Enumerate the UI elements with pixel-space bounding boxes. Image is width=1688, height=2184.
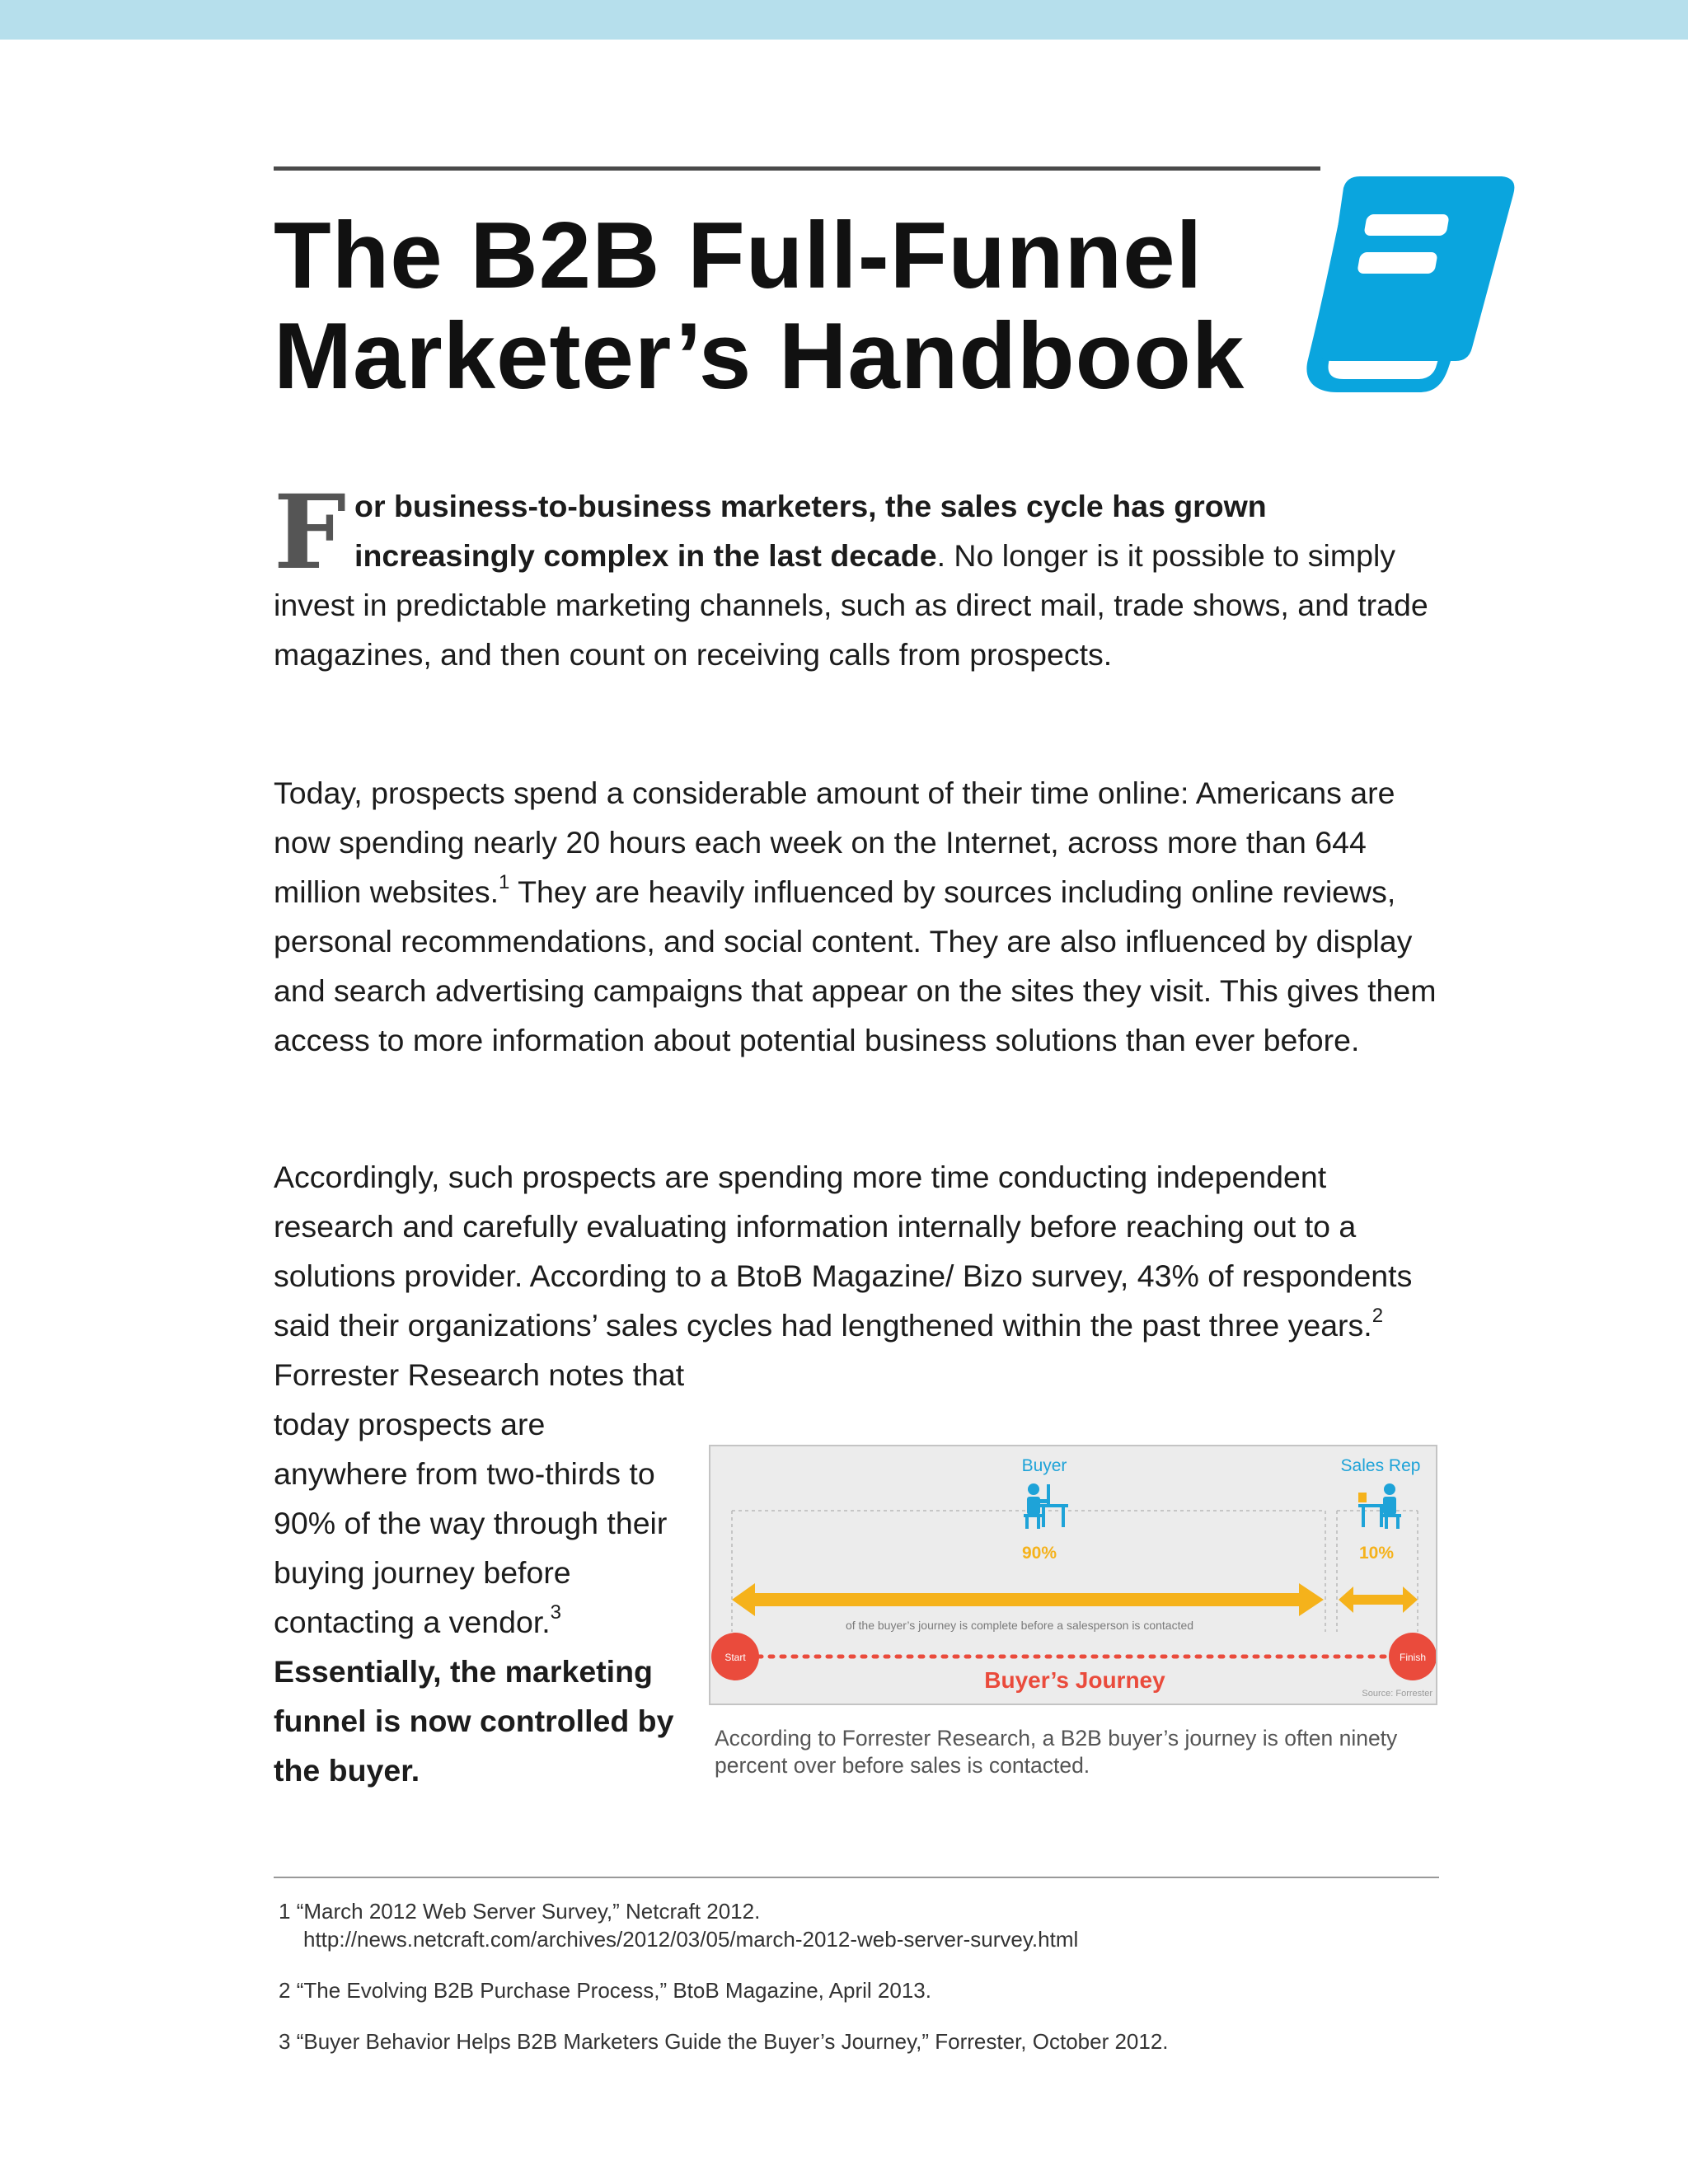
start-label: Start <box>724 1652 746 1663</box>
paragraph-2-text-b: They are heavily influenced by sources including online reviews, personal recommendations, and social content. They are also influenced by display and search advertising campaigns that appear on the sites they visit. This gives them access to more information about potential business solutions than ever before. <box>274 874 1437 1057</box>
journey-title: Buyer’s Journey <box>984 1667 1165 1693</box>
footnote-ref-2[interactable]: 2 <box>1372 1304 1384 1327</box>
paragraph-3-column <box>274 1399 686 1795</box>
figure-caption: According to Forrester Research, a B2B buyer’s journey is often ninety percent over before sales is contacted. <box>715 1726 1398 1778</box>
intro-rest: . No longer is it possible to simply invest in predictable marketing channels, such as direct mail, trade shows, and trade magazines, and then count on receiving calls from prospects. <box>274 538 1428 672</box>
title-rule <box>274 166 1320 171</box>
footnote-ref-3[interactable]: 3 <box>550 1601 562 1624</box>
footnote-3 <box>279 2027 1432 2055</box>
buyer-journey-figure <box>709 1445 1437 1705</box>
paragraph-3-bold-conclusion: Essentially, the marketing funnel is now controlled by the buyer. <box>274 1654 674 1788</box>
title-line-1: The B2B Full-Funnel <box>274 204 1203 308</box>
paragraph-2 <box>274 768 1444 1065</box>
footnote-text: “Buyer Behavior Helps B2B Marketers Guide the Buyer’s Journey,” Forrester, October 2012. <box>296 2029 1169 2054</box>
sales-rep-desk-icon <box>1358 1483 1401 1529</box>
footnote-2 <box>279 1976 1432 2004</box>
book-icon <box>1296 171 1535 394</box>
paragraph-3-column-text: today prospects are anywhere from two-thirds to 90% of the way through their buying journey before contacting a vendor. <box>274 1407 668 1639</box>
figure-source: Source: Forrester <box>1362 1689 1432 1699</box>
buyer-percent: 90% <box>1021 1544 1057 1563</box>
drop-cap: F <box>274 473 347 593</box>
title-line-2: Marketer’s Handbook <box>274 304 1245 409</box>
page-title <box>274 206 1320 407</box>
paragraph-3 <box>274 1152 1444 1399</box>
paragraph-3-text-b: Forrester Research notes that <box>274 1357 685 1392</box>
intro-lead-bold: or business-to-business marketers, the sales cycle has grown increasingly complex in the last decade <box>354 489 1267 573</box>
footnote-text: “March 2012 Web Server Survey,” Netcraft 2012. <box>296 1899 761 1924</box>
intro-paragraph <box>274 473 1444 679</box>
footnote-url-link[interactable]: http://news.netcraft.com/archives/2012/03/05/march-2012-web-server-survey.html <box>303 1927 1079 1952</box>
buyer-span-arrow <box>732 1583 1324 1616</box>
footnotes-list <box>279 1897 1432 2079</box>
finish-label: Finish <box>1399 1652 1427 1663</box>
footnote-number: 1 <box>279 1899 291 1924</box>
sales-rep-percent: 10% <box>1358 1544 1395 1563</box>
paragraph-3-text-a: Accordingly, such prospects are spending more time conducting independent research and carefully evaluating information internally before reaching out to a solutions provider. According to a BtoB Magazine/ Bizo survey, 43% of respondents said their organizations’ sales cycles had lengthened within the past three years. <box>274 1160 1413 1343</box>
paragraph-2-text-a: Today, prospects spend a considerable amount of their time online: Americans are now spending nearly 20 hours each week on the Internet, across more than 644 million websites. <box>274 776 1395 909</box>
footnote-number: 3 <box>279 2029 291 2054</box>
sales-rep-span-arrow <box>1339 1586 1418 1613</box>
footnote-divider <box>274 1877 1439 1878</box>
footnote-number: 2 <box>279 1978 291 2003</box>
footnote-text: “The Evolving B2B Purchase Process,” BtoB Magazine, April 2013. <box>296 1978 931 2003</box>
buyer-label: Buyer <box>1021 1456 1067 1475</box>
footnote-ref-1[interactable]: 1 <box>499 870 510 893</box>
journey-note: of the buyer’s journey is complete before a salesperson is contacted <box>845 1619 1194 1632</box>
buyer-desk-icon <box>1024 1483 1068 1529</box>
sales-rep-label: Sales Rep <box>1340 1456 1421 1475</box>
top-color-band <box>0 0 1688 40</box>
footnote-1 <box>279 1897 1432 1953</box>
